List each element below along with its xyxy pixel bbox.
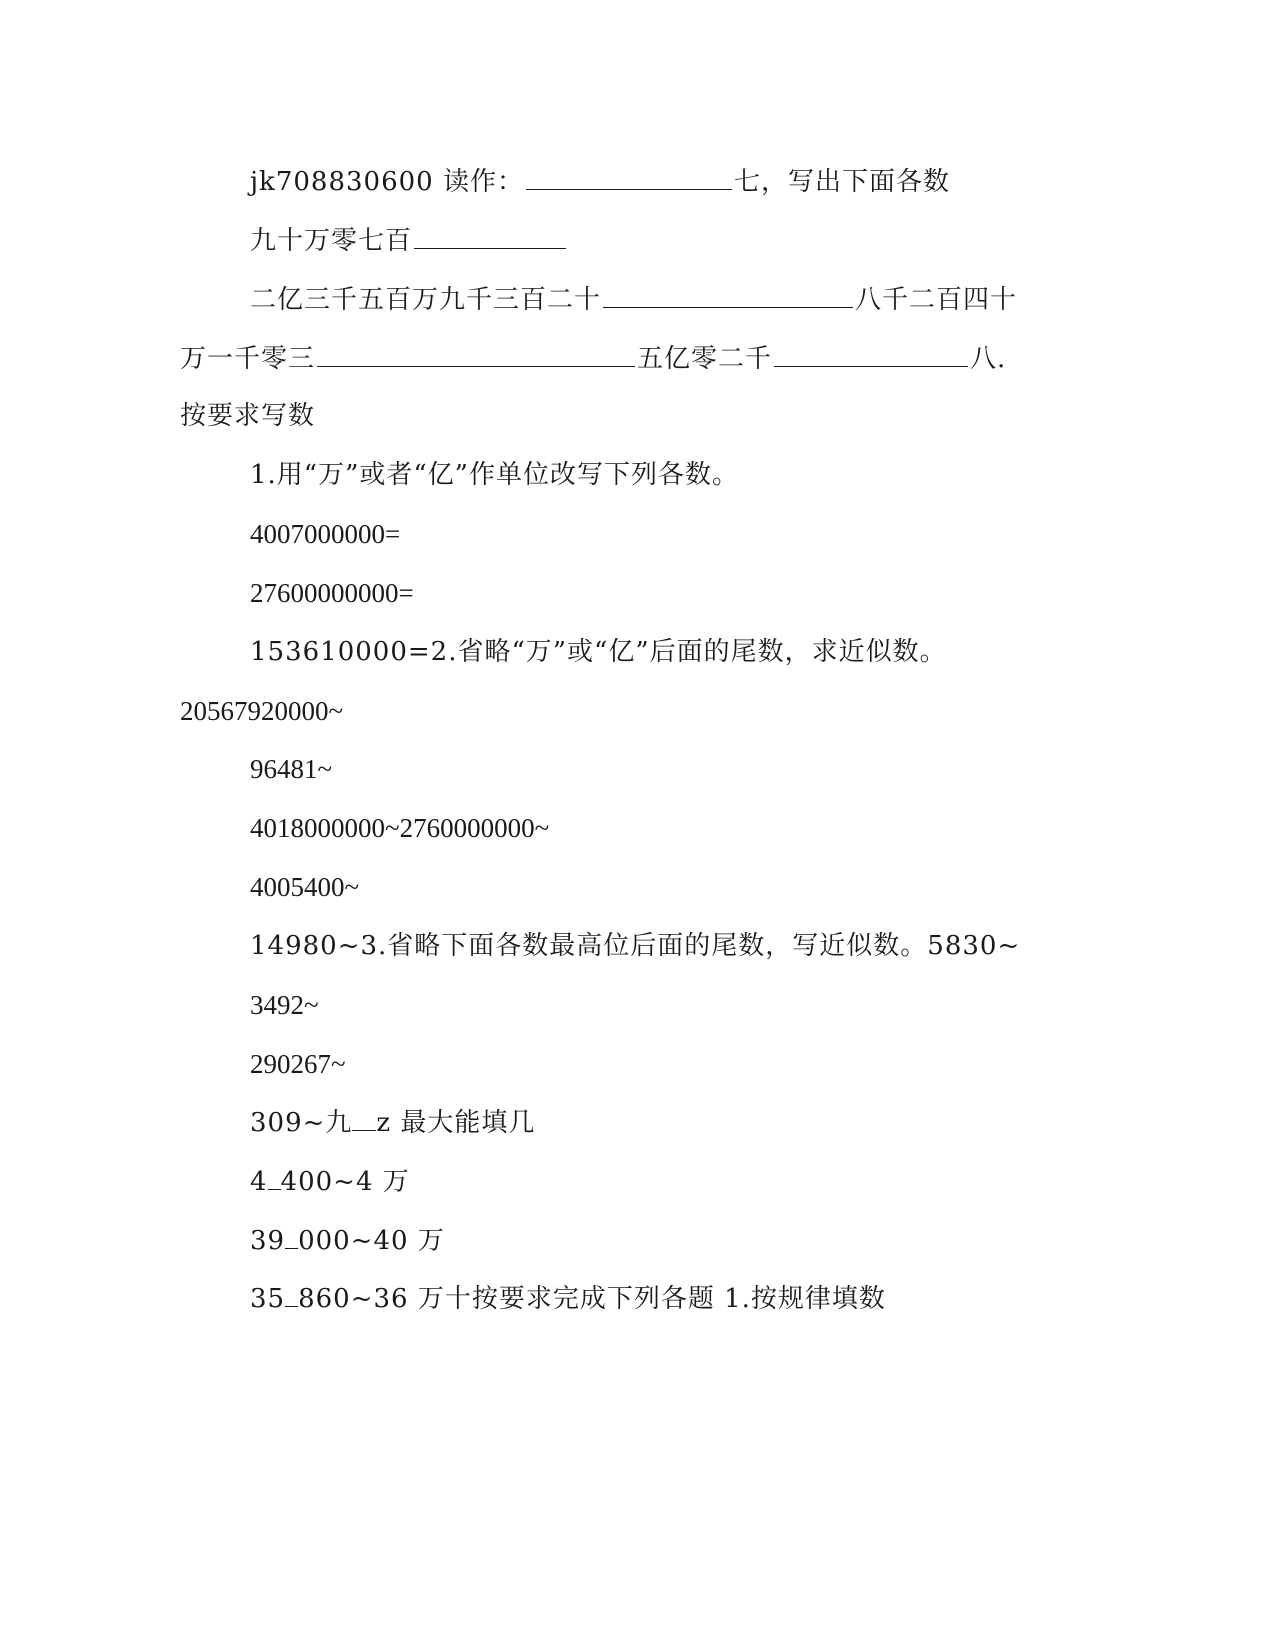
answer-blank[interactable]: [317, 342, 635, 367]
exercise-item: 4018000000~2760000000~: [250, 813, 550, 843]
prompt-text: 4: [250, 1167, 268, 1197]
prompt-text: 二亿三千五百万九千三百二十: [250, 285, 602, 315]
line-write-3: [180, 342, 1006, 375]
line-write-1: [250, 224, 568, 257]
exercise-item: 20567920000~: [180, 696, 344, 726]
exercise-item: 153610000=2.省略“万”或“亿”后面的尾数，求近似数。: [250, 637, 947, 667]
exercise-item: 27600000000=: [250, 578, 414, 608]
answer-blank[interactable]: [526, 165, 732, 190]
prompt-text: 万一千零三: [180, 344, 316, 374]
answer-blank[interactable]: [285, 1226, 298, 1249]
exercise-item: 4007000000=: [250, 519, 401, 549]
question-1-heading: 1.用“万”或者“亿”作单位改写下列各数。: [250, 460, 739, 490]
prompt-text: 309~九: [250, 1108, 353, 1138]
answer-blank[interactable]: [285, 1284, 298, 1307]
exercise-item: 290267~: [250, 1049, 346, 1079]
line-read-number-text: jk708830600 读作：: [250, 167, 524, 197]
prompt-text: 39: [250, 1226, 286, 1256]
prompt-text: 九十万零七百: [250, 226, 413, 256]
exercise-item: 4005400~: [250, 872, 360, 902]
section-eight-number: 八.: [970, 344, 1007, 374]
answer-blank[interactable]: [268, 1167, 281, 1190]
prompt-text: 000~40 万: [298, 1226, 445, 1256]
prompt-text: z 最大能填几: [376, 1108, 536, 1138]
line-read-number: [250, 165, 950, 198]
answer-blank[interactable]: [414, 224, 566, 249]
prompt-text: 860~36 万十按要求完成下列各题 1.按规律填数: [298, 1284, 886, 1314]
answer-blank[interactable]: [352, 1108, 376, 1131]
prompt-text: 400~4 万: [280, 1167, 410, 1197]
exercise-item: 14980~3.省略下面各数最高位后面的尾数，写近似数。5830~: [250, 931, 1021, 961]
exercise-item: [250, 1107, 535, 1139]
exercise-item: [250, 1225, 445, 1257]
prompt-text: 五亿零二千: [637, 344, 773, 374]
exercise-item: [250, 1166, 410, 1198]
exercise-item: 3492~: [250, 990, 319, 1020]
exercise-item: 96481~: [250, 754, 333, 784]
answer-blank[interactable]: [774, 342, 968, 367]
answer-blank[interactable]: [603, 283, 853, 308]
section-eight-heading: 按要求写数: [180, 401, 316, 431]
exercise-item: [250, 1283, 886, 1315]
prompt-text: 八千二百四十: [855, 285, 1018, 315]
prompt-text: 35: [250, 1284, 286, 1314]
section-seven-heading: 七，写出下面各数: [733, 167, 950, 197]
line-write-2: [250, 283, 1017, 316]
